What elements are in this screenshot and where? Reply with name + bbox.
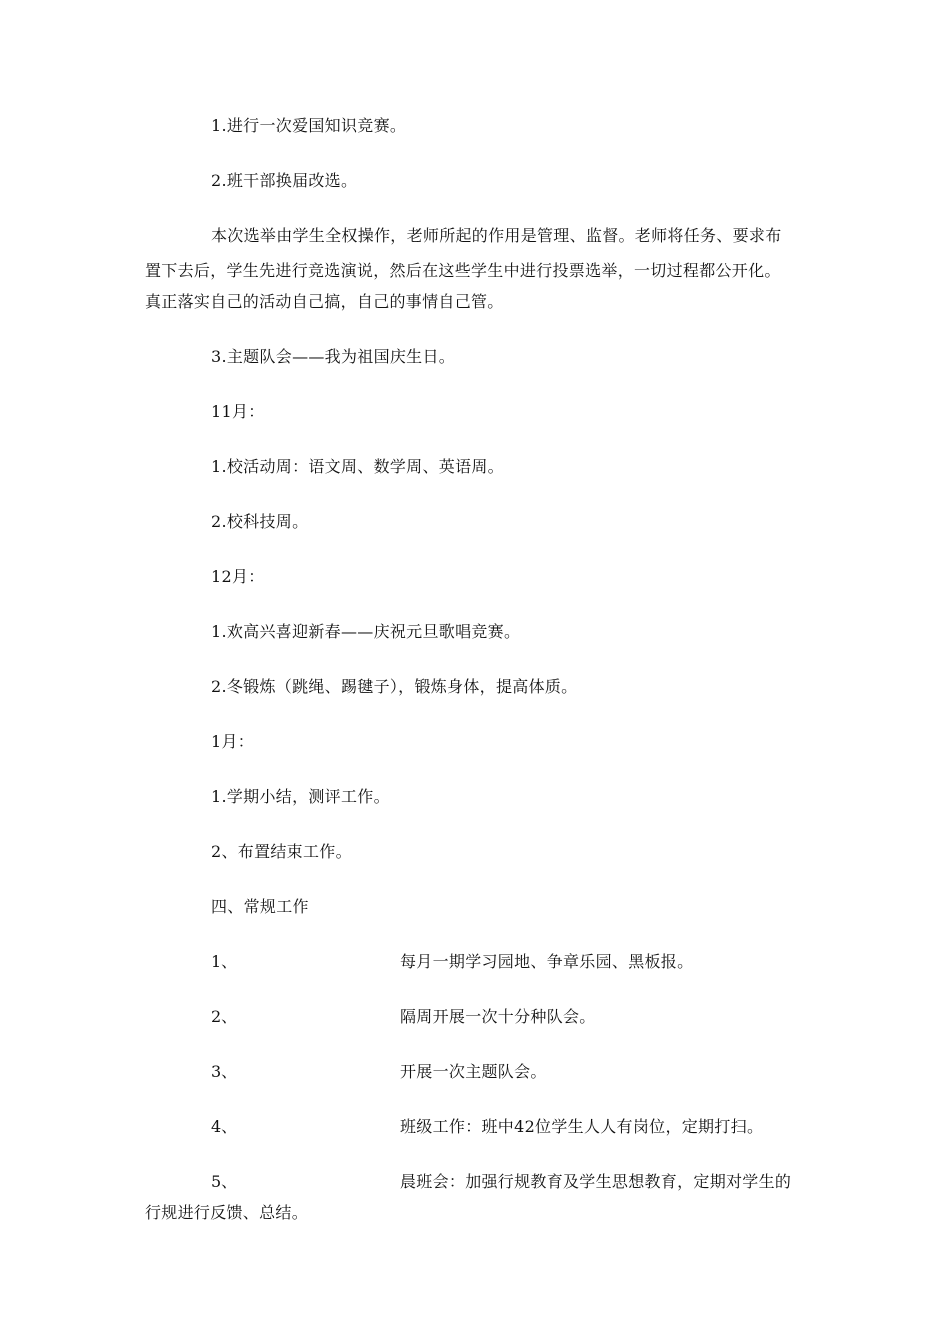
list-item: 2.班干部换届改选。 [211,171,358,190]
routine-number: 5、 [211,1172,238,1191]
list-item: 1.欢高兴喜迎新春——庆祝元旦歌唱竞赛。 [211,622,521,641]
list-item: 1.校活动周：语文周、数学周、英语周。 [211,457,504,476]
routine-number: 4、 [211,1117,238,1136]
paragraph-line: 本次选举由学生全权操作，老师所起的作用是管理、监督。老师将任务、要求布 [211,226,782,245]
month-heading: 11月： [211,402,265,421]
list-item: 2、布置结束工作。 [211,842,352,861]
routine-text: 隔周开展一次十分种队会。 [400,1007,596,1026]
paragraph-line: 真正落实自己的活动自己搞，自己的事情自己管。 [145,292,504,311]
section-heading: 四、常规工作 [211,897,309,916]
routine-number: 2、 [211,1007,238,1026]
routine-text: 班级工作：班中42位学生人人有岗位，定期打扫。 [400,1117,764,1136]
routine-number: 1、 [211,952,238,971]
routine-text: 每月一期学习园地、争章乐园、黑板报。 [400,952,694,971]
month-heading: 1月： [211,732,255,751]
list-item: 3.主题队会——我为祖国庆生日。 [211,347,456,366]
routine-continuation: 行规进行反馈、总结。 [145,1203,309,1222]
list-item: 1.学期小结，测评工作。 [211,787,390,806]
month-heading: 12月： [211,567,265,586]
routine-text: 开展一次主题队会。 [400,1062,547,1081]
list-item: 1.进行一次爱国知识竞赛。 [211,116,407,135]
list-item: 2.冬锻炼（跳绳、踢毽子），锻炼身体，提高体质。 [211,677,578,696]
paragraph-line: 置下去后，学生先进行竞选演说，然后在这些学生中进行投票选举，一切过程都公开化。 [145,261,781,280]
list-item: 2.校科技周。 [211,512,309,531]
routine-text: 晨班会：加强行规教育及学生思想教育，定期对学生的 [400,1172,792,1191]
routine-number: 3、 [211,1062,238,1081]
